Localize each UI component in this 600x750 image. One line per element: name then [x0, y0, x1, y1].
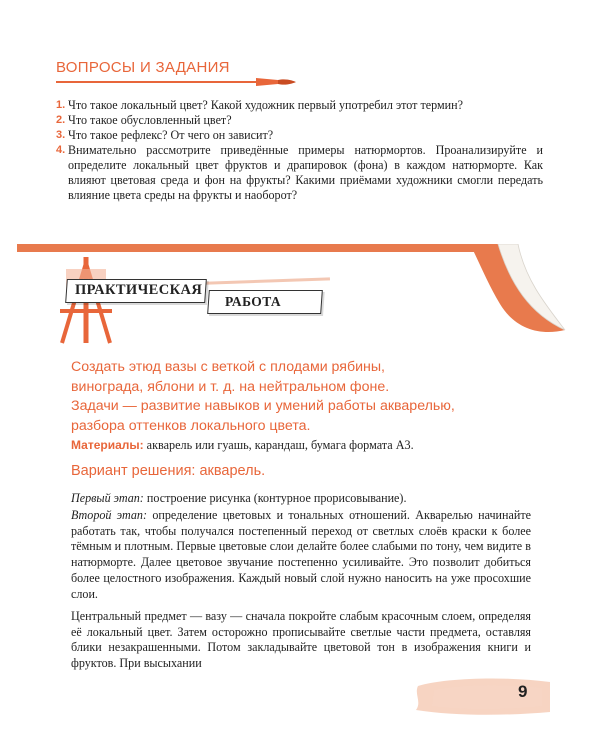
questions-list	[56, 98, 543, 203]
question-item	[56, 128, 543, 143]
variant-title: Вариант решения: акварель.	[71, 463, 266, 479]
task-line: разбора оттенков локального цвета.	[71, 417, 311, 434]
step2-label: Второй этап:	[71, 508, 147, 522]
step1-text: построение рисунка (контурное прорисовывание).	[146, 491, 407, 505]
step1-paragraph	[71, 491, 531, 507]
practical-label-line2: РАБОТА	[225, 294, 282, 309]
step2-paragraph	[71, 508, 531, 602]
step3-text: Центральный предмет — вазу — сначала покройте слабым красочным слоем, определяя её локальный цвет. Затем осторожно прописывайте светлые части предмета, оставляя блики незакрашенными. Потом закладывайте цветовой тон в изображения книги и фруктов. При высыхании	[71, 609, 531, 671]
materials-label: Материалы:	[71, 438, 144, 452]
question-item	[56, 98, 543, 113]
question-text: Что такое локальный цвет? Какой художник первый употребил этот термин?	[68, 98, 463, 112]
materials-text: акварель или гуашь, карандаш, бумага формата А3.	[146, 438, 414, 452]
task-description	[71, 358, 501, 436]
page-curl-decoration	[470, 244, 580, 354]
page-number: 9	[518, 682, 528, 701]
question-text: Что такое рефлекс? От чего он зависит?	[68, 128, 274, 142]
task-line: винограда, яблони и т. д. на нейтральном фоне.	[71, 378, 390, 395]
question-number: 3.	[56, 129, 66, 141]
question-text: Внимательно рассмотрите приведённые примеры натюрмортов. Проанализируйте и определите локальный цвет фруктов и драпировок (фона) в каждом натюрморте. Как влияют цветовая среда и фон на фрукты? Какими приёмами художники смогли передать влияние цвета среды на фрукты и наоборот?	[68, 143, 543, 202]
paintbrush-icon	[56, 76, 296, 88]
question-number: 4.	[56, 144, 66, 156]
practical-label-line1: ПРАКТИЧЕСКАЯ	[75, 282, 203, 298]
question-number: 1.	[56, 99, 66, 111]
section-divider-bar	[17, 244, 497, 252]
task-line: Создать этюд вазы с веткой с плодами рябины,	[71, 359, 386, 375]
question-item	[56, 113, 543, 128]
step2-text: определение цветовых и тональных отношений. Акварелью начинайте работать так, чтобы получался постепенный переход от светлых слоёв краски к более тёмным и плотным. Первые цветовые слои делайте более слабыми по тону, чем видите в натюрморте. Далее цветовое звучание постепенно усиливайте. Это позволит добиться более целостного изображения. Каждый новый слой нужно наносить на уже просохшие слои.	[71, 508, 531, 601]
page-number-swash	[414, 672, 554, 720]
step3-paragraph	[71, 609, 531, 672]
materials-line	[71, 438, 531, 453]
step1-label: Первый этап:	[71, 491, 144, 505]
question-item	[56, 143, 543, 203]
question-number: 2.	[56, 114, 66, 126]
task-line: Задачи — развитие навыков и умений работы акварелью,	[71, 398, 455, 414]
question-text: Что такое обусловленный цвет?	[68, 113, 232, 127]
section-title: ВОПРОСЫ И ЗАДАНИЯ	[56, 59, 230, 76]
